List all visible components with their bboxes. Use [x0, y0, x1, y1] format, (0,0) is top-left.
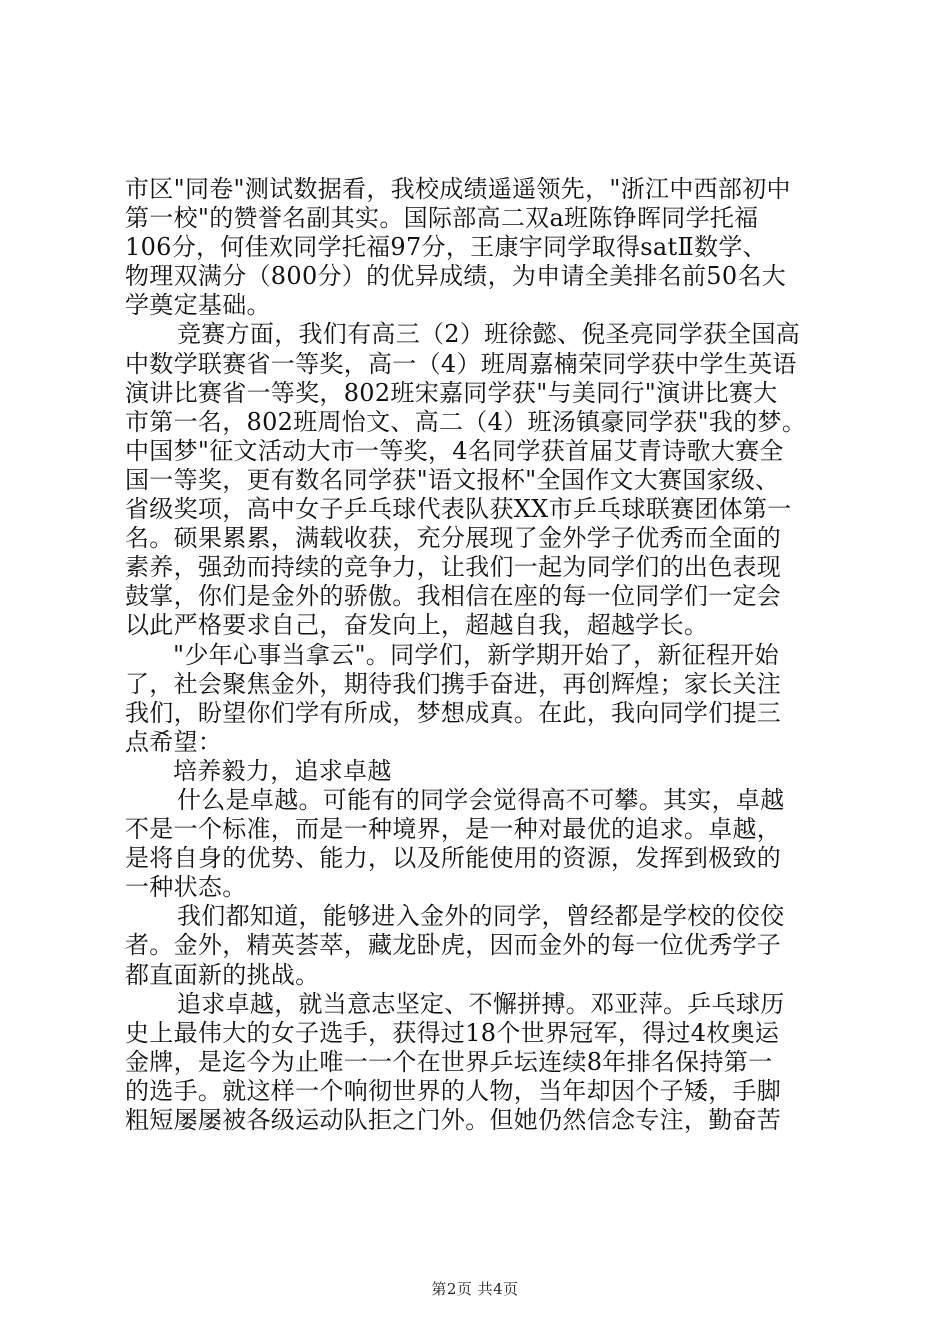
text-line: 市第一名，802班周怡文、高二（4）班汤镇豪同学获"我的梦。 [125, 407, 807, 436]
text-line: 中数学联赛省一等奖，高一（4）班周嘉楠荣同学获中学生英语 [125, 349, 797, 378]
text-line: 的选手。就这样一个响彻世界的人物，当年却因个子矮，手脚 [125, 1076, 782, 1105]
page-number: 第2页 共4页 [431, 1280, 519, 1298]
text-line: 中国梦"征文活动大市一等奖，4名同学获首届艾青诗歌大赛全 [125, 436, 784, 465]
text-line: 一种状态。 [125, 873, 247, 902]
text-line: 学奠定基础。 [125, 291, 271, 320]
text-line: 竞赛方面，我们有高三（2）班徐懿、倪圣亮同学获全国高 [177, 320, 801, 349]
text-line: 省级奖项，高中女子乒乓球代表队获XX市乒乓球联赛团体第一 [125, 495, 792, 524]
text-line: 者。金外，精英荟萃，藏龙卧虎，因而金外的每一位优秀学子 [125, 931, 782, 960]
text-line: "少年心事当拿云"。同学们，新学期开始了，新征程开始 [173, 640, 779, 669]
text-line: 我们，盼望你们学有所成，梦想成真。在此，我向同学们提三 [125, 698, 782, 727]
text-line: 鼓掌，你们是金外的骄傲。我相信在座的每一位同学们一定会 [125, 582, 782, 611]
text-line: 市区"同卷"测试数据看，我校成绩遥遥领先，"浙江中西部初中 [125, 175, 791, 203]
text-line: 我们都知道，能够进入金外的同学，曾经都是学校的佼佼 [177, 902, 785, 931]
text-line: 培养毅力，追求卓越 [173, 756, 392, 785]
text-line: 名。硕果累累，满载收获，充分展现了金外学子优秀而全面的 [125, 524, 782, 553]
text-line: 追求卓越，就当意志坚定、不懈拼搏。邓亚萍。乒乓球历 [177, 989, 785, 1018]
text-line: 史上最伟大的女子选手，获得过18个世界冠军，得过4枚奥运 [125, 1018, 780, 1047]
document-body [125, 175, 835, 1135]
text-line: 都直面新的挑战。 [125, 960, 320, 989]
text-line: 点希望： [125, 727, 223, 756]
text-line: 是将自身的优势、能力，以及所能使用的资源，发挥到极致的 [125, 844, 782, 873]
text-line: 不是一个标准，而是一种境界，是一种对最优的追求。卓越， [125, 815, 782, 844]
text-line: 了，社会聚焦金外，期待我们携手奋进，再创辉煌；家长关注 [125, 669, 782, 698]
text-line: 以此严格要求自己，奋发向上，超越自我，超越学长。 [125, 611, 709, 640]
text-line: 粗短屡屡被各级运动队拒之门外。但她仍然信念专注，勤奋苦 [125, 1106, 782, 1134]
text-line: 106分，何佳欢同学托福97分，王康宇同学取得satⅡ数学、 [125, 233, 767, 262]
text-line: 演讲比赛省一等奖，802班宋嘉同学获"与美同行"演讲比赛大 [125, 378, 778, 407]
text-line: 国一等奖，更有数名同学获"语文报杯"全国作文大赛国家级、 [125, 465, 780, 494]
text-line: 第一校"的赞誉名副其实。国际部高二双a班陈铮晖同学托福 [125, 204, 759, 233]
text-line: 素养，强劲而持续的竞争力，让我们一起为同学们的出色表现 [125, 553, 782, 582]
text-line: 什么是卓越。可能有的同学会觉得高不可攀。其实，卓越 [177, 785, 785, 814]
text-line: 金牌，是迄今为止唯一一个在世界乒坛连续8年排名保持第一 [125, 1047, 773, 1076]
text-line: 物理双满分（800分）的优异成绩，为申请全美排名前50名大 [125, 262, 787, 291]
